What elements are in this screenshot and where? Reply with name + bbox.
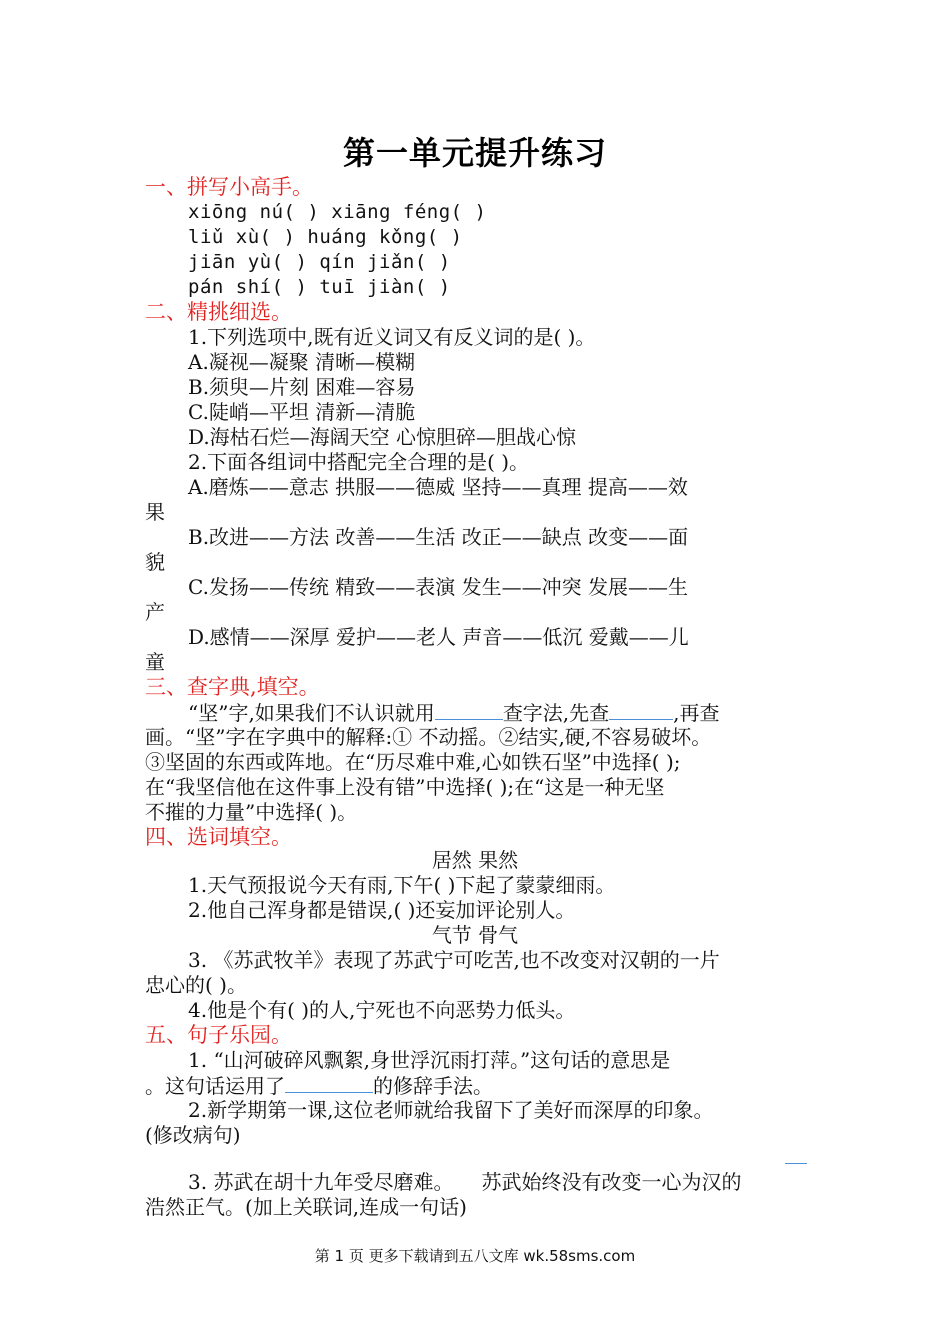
dictionary-line-1 <box>188 700 720 726</box>
section-heading-5: 五、句子乐园。 <box>145 1023 292 1047</box>
question-5-1-text-a: 。这句话运用了 <box>145 1074 285 1098</box>
word-choices-2: 气节 骨气 <box>431 923 519 947</box>
dictionary-line-3: ③坚固的东西或阵地。在“历尽难中难,心如铁石坚”中选择( ); <box>145 750 681 774</box>
question-4-3: 3. 《苏武牧羊》表现了苏武宁可吃苦,也不改变对汉朝的一片 <box>188 948 720 972</box>
question-2-2: 2.下面各组词中搭配完全合理的是( )。 <box>188 450 530 474</box>
blank-lookup-method[interactable] <box>435 700 503 720</box>
question-4-2: 2.他自己浑身都是错误,( )还妄加评论别人。 <box>188 898 576 922</box>
section-heading-1: 一、拼写小高手。 <box>145 175 313 199</box>
pinyin-row-1: xiōng nú( ) xiāng féng( ) <box>188 201 487 223</box>
question-5-3-wrap: 浩然正气。(加上关联词,连成一句话) <box>145 1195 467 1219</box>
option-2-2-a-wrap: 果 <box>145 500 165 524</box>
page-title: 第一单元提升练习 <box>342 134 607 172</box>
question-5-3 <box>188 1170 741 1195</box>
pinyin-row-4: pán shí( ) tuī jiàn( ) <box>188 276 451 298</box>
option-2-1-c: C.陡峭—平坦 清新—清脆 <box>188 400 416 424</box>
question-5-3-text-a: 3. 苏武在胡十九年受尽磨难。 <box>188 1170 454 1194</box>
section-heading-3: 三、查字典,填空。 <box>145 675 320 699</box>
option-2-2-d: D.感情——深厚 爱护——老人 声音——低沉 爱戴——儿 <box>188 625 689 649</box>
dictionary-line-2: 画。“坚”字在字典中的解释:① 不动摇。②结实,硬,不容易破坏。 <box>145 725 712 749</box>
blank-radical[interactable] <box>609 700 673 720</box>
page-footer: 第 1 页 更多下载请到五八文库 wk.58sms.com <box>314 1247 636 1265</box>
dictionary-line-4: 在“我坚信他在这件事上没有错”中选择( );在“这是一种无坚 <box>145 775 665 799</box>
question-5-2: 2.新学期第一课,这位老师就给我留下了美好而深厚的印象。 <box>188 1098 714 1122</box>
dictionary-text-1a: “坚”字,如果我们不认识就用 <box>188 701 435 725</box>
dictionary-line-5: 不摧的力量”中选择( )。 <box>145 800 358 824</box>
question-4-3-wrap: 忠心的( )。 <box>145 973 247 997</box>
pinyin-row-3: jiān yù( ) qín jiǎn( ) <box>188 251 451 273</box>
question-5-1: 1. “山河破碎风飘絮,身世浮沉雨打萍。”这句话的意思是 <box>188 1048 671 1072</box>
option-2-1-d: D.海枯石烂—海阔天空 心惊胆碎—胆战心惊 <box>188 425 577 449</box>
option-2-2-d-wrap: 童 <box>145 650 165 674</box>
option-2-2-b: B.改进——方法 改善——生活 改正——缺点 改变——面 <box>188 525 689 549</box>
dictionary-text-1b: 查字法,先查 <box>502 701 610 725</box>
pinyin-row-2: liǔ xù( ) huáng kǒng( ) <box>188 226 463 248</box>
option-2-2-c: C.发扬——传统 精致——表演 发生——冲突 发展——生 <box>188 575 689 599</box>
question-4-4: 4.他是个有( )的人,宁死也不向恶势力低头。 <box>188 998 576 1022</box>
blank-rhetoric[interactable] <box>285 1073 373 1093</box>
option-2-2-b-wrap: 貌 <box>145 550 165 574</box>
question-4-1: 1.天气预报说今天有雨,下午( )下起了蒙蒙细雨。 <box>188 873 616 897</box>
answer-blank-mark <box>785 1163 807 1164</box>
question-2-1: 1.下列选项中,既有近义词又有反义词的是( )。 <box>188 325 596 349</box>
dictionary-text-1c: ,再查 <box>673 701 720 725</box>
question-5-3-text-b: 苏武始终没有改变一心为汉的 <box>481 1170 742 1194</box>
question-5-1-wrap <box>145 1073 493 1099</box>
option-2-2-a: A.磨炼——意志 拱服——德威 坚持——真理 提高——效 <box>188 475 688 499</box>
section-heading-4: 四、选词填空。 <box>145 825 292 849</box>
option-2-2-c-wrap: 产 <box>145 600 165 624</box>
section-heading-2: 二、精挑细选。 <box>145 300 292 324</box>
option-2-1-b: B.须臾—片刻 困难—容易 <box>188 375 416 399</box>
word-choices-1: 居然 果然 <box>431 848 519 872</box>
question-5-1-text-b: 的修辞手法。 <box>373 1074 493 1098</box>
option-2-1-a: A.凝视—凝聚 清晰—模糊 <box>188 350 416 374</box>
question-5-2-wrap: (修改病句) <box>145 1123 241 1147</box>
